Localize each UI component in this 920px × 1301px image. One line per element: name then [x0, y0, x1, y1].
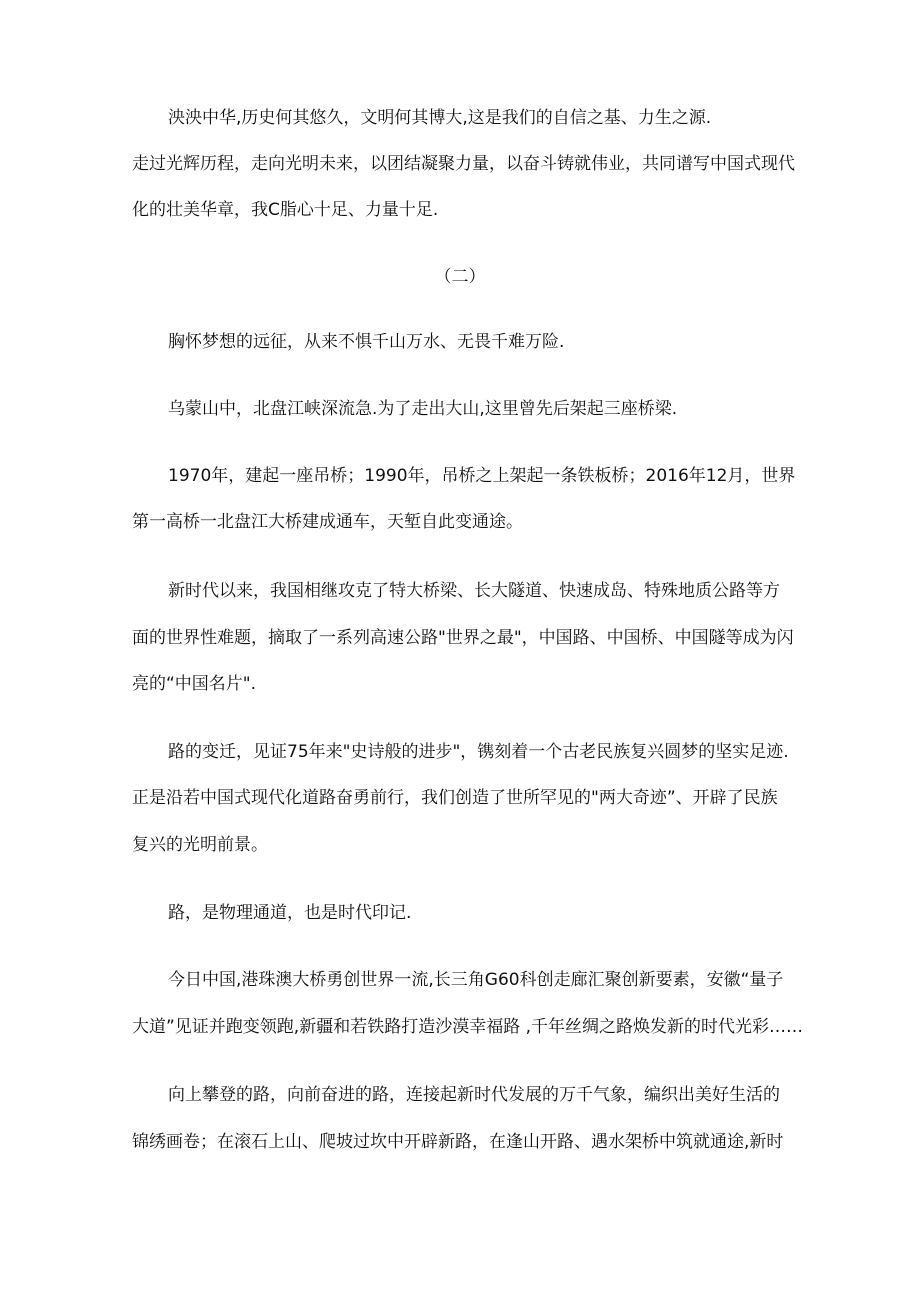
- paragraph-line: 大道”见证并跑变领跑,新疆和若铁路打造沙漠幸福路 ,千年丝绸之路焕发新的时代光彩……: [132, 1017, 804, 1037]
- paragraph-line: 1970年，建起一座吊桥；1990年，吊桥之上架起一条铁板桥；2016年12月，世界: [168, 466, 796, 486]
- paragraph-line: 亮的“中国名片".: [132, 674, 257, 694]
- paragraph-line: 泱泱中华,历史何其悠久，文明何其博大,这是我们的自信之基、力生之源.: [168, 108, 712, 128]
- paragraph-line: 胸怀梦想的远征，从来不惧千山万水、无畏千难万险.: [168, 332, 565, 352]
- paragraph-line: 路，是物理通道，也是时代印记.: [168, 903, 412, 923]
- paragraph-line: 正是沿若中国式现代化道路奋勇前行，我们创造了世所罕见的"两大奇迹”、开辟了民族: [132, 788, 778, 808]
- paragraph-line: 化的壮美华章，我C脂心十足、力量十足.: [132, 200, 439, 220]
- paragraph-line: 走过光辉历程，走向光明未来，以团结凝聚力量，以奋斗铸就伟业，共同谱写中国式现代: [132, 154, 795, 174]
- paragraph-line: 乌蒙山中，北盘江峡深流急.为了走出大山,这里曾先后架起三座桥梁.: [168, 399, 678, 419]
- paragraph-line: 路的变迁，见证75年来"史诗般的进步"，镌刻着一个古老民族复兴圆梦的坚实足迹.: [168, 742, 789, 762]
- paragraph-line: 向上攀登的路，向前奋进的路，连接起新时代发展的万千气象，编织出美好生活的: [168, 1085, 780, 1105]
- paragraph-line: 复兴的光明前景。: [132, 835, 268, 855]
- paragraph-line: 今日中国,港珠澳大桥勇创世界一流,长三角G60科创走廊汇聚创新要素，安徽“量子: [168, 970, 784, 990]
- paragraph-line: 面的世界性难题，摘取了一系列高速公路"世界之最"，中国路、中国桥、中国隧等成为闪: [132, 628, 794, 648]
- paragraph-line: 锦绣画卷；在滚石上山、爬坡过坎中开辟新路，在逢山开路、遇水架桥中筑就通途,新时: [132, 1132, 784, 1152]
- section-heading: （二）: [434, 267, 486, 287]
- paragraph-line: 第一高桥一北盘江大桥建成通车，天堑自此变通途。: [132, 512, 523, 532]
- paragraph-line: 新时代以来，我国相继攻克了特大桥梁、长大隧道、快速成岛、特殊地质公路等方: [168, 581, 780, 601]
